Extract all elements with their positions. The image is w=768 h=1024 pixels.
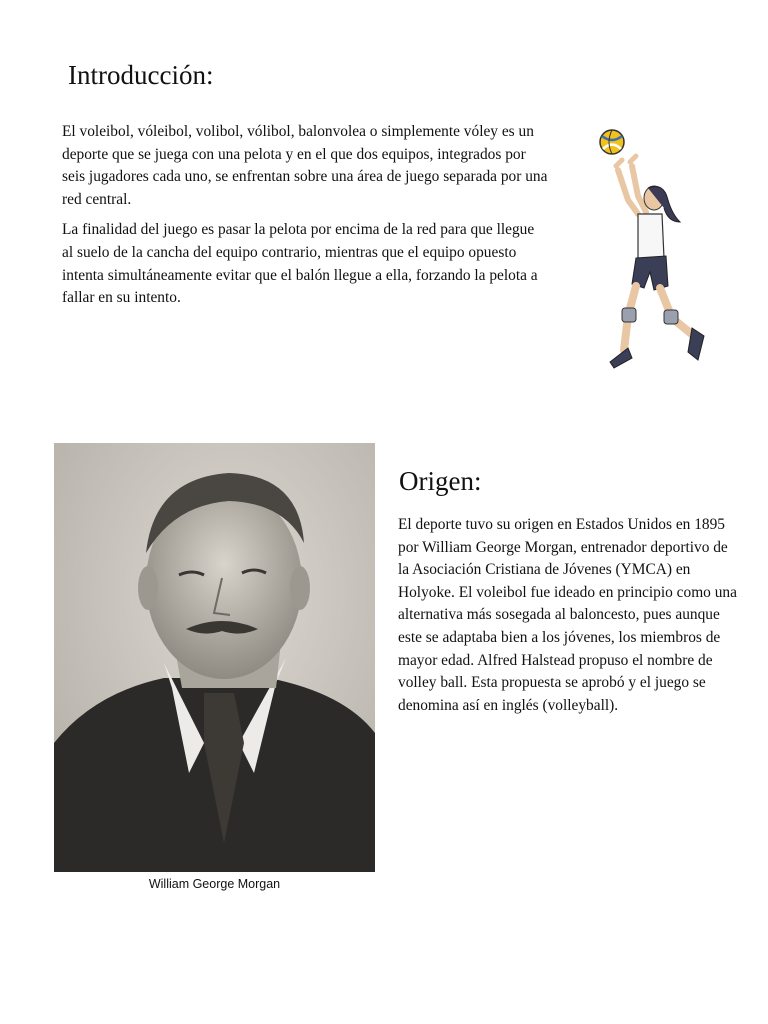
origin-body (398, 514, 738, 717)
portrait-photo (54, 443, 375, 872)
origin-paragraph: El deporte tuvo su origen en Estados Unidos en 1895 por William George Morgan, entrenador deportivo de la Asociación Cristiana de Jóvenes (YMCA) en Holyoke. El voleibol fue ideado en principio como una alternativa más sosegada al baloncesto, pues aunque este se adaptaba bien a los jóvenes, los miembros de mayor edad. Alfred Halstead propuso el nombre de volley ball. Esta propuesta se aprobó y el juego se denomina así en inglés (volleyball). (398, 516, 737, 714)
intro-paragraph-2: La finalidad del juego es pasar la pelota por encima de la red para que llegue al suelo de la cancha del equipo contrario, mientras que el equipo opuesto intenta simultáneamente evitar que el balón llegue a ella, forzando la pelota a fallar en su intento. (62, 221, 538, 307)
origin-heading: Origen: (399, 466, 482, 496)
intro-paragraph-1: El voleibol, vóleibol, volibol, vólibol, balonvolea o simplemente vóley es un deporte que se juega con una pelota y en el que dos equipos, integrados por seis jugadores cada uno, se enfrentan sobre una área de juego separada por una red central. (62, 123, 548, 208)
photo-caption: William George Morgan (148, 877, 281, 891)
volleyball-icon (600, 130, 624, 154)
intro-body (62, 121, 548, 318)
intro-heading: Introducción: (68, 60, 214, 90)
volleyball-player-illustration (588, 122, 730, 376)
